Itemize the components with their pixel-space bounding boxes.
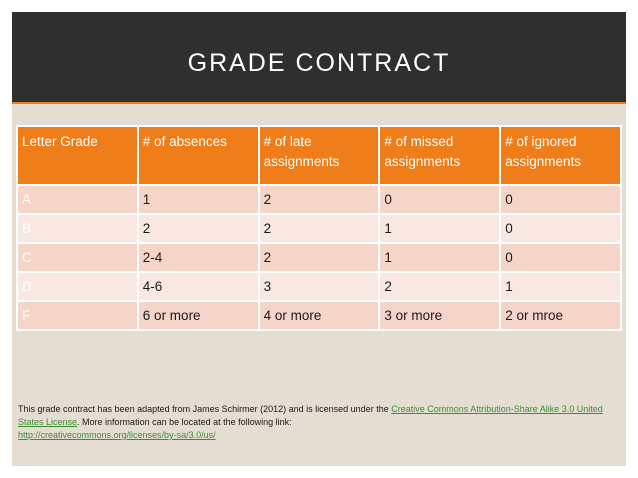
table-cell: 2 or mroe xyxy=(500,301,621,330)
table-row xyxy=(17,301,621,330)
table-cell: 4 or more xyxy=(259,301,380,330)
page-title: GRADE CONTRACT xyxy=(187,49,451,77)
column-header: # of ignored assignments xyxy=(500,126,621,185)
license-link[interactable]: Creative Commons Attribution-Share Alike 3.0 United States License xyxy=(18,404,603,427)
table-cell: C xyxy=(17,243,138,272)
license-url-link[interactable]: http://creativecommons.org/licenses/by-sa/3.0/us/ xyxy=(18,430,216,440)
table-cell: 0 xyxy=(500,214,621,243)
table-row xyxy=(17,185,621,214)
table-cell: B xyxy=(17,214,138,243)
table-cell: 0 xyxy=(500,185,621,214)
table-cell: D xyxy=(17,272,138,301)
table-cell: 1 xyxy=(138,185,259,214)
column-header: Letter Grade xyxy=(17,126,138,185)
column-header: # of late assignments xyxy=(259,126,380,185)
table-cell: 6 or more xyxy=(138,301,259,330)
column-header: # of missed assignments xyxy=(379,126,500,185)
table-cell: 4-6 xyxy=(138,272,259,301)
table-row xyxy=(17,214,621,243)
table-cell: 1 xyxy=(379,214,500,243)
table-row xyxy=(17,272,621,301)
license-footer xyxy=(18,403,618,442)
table-row xyxy=(17,243,621,272)
slide-header xyxy=(12,12,626,104)
slide xyxy=(12,12,626,466)
table-cell: 1 xyxy=(379,243,500,272)
table-cell: 2 xyxy=(379,272,500,301)
table-cell: 1 xyxy=(500,272,621,301)
table-cell: F xyxy=(17,301,138,330)
table-cell: 2 xyxy=(259,243,380,272)
table-cell: 0 xyxy=(379,185,500,214)
table-cell: A xyxy=(17,185,138,214)
table-cell: 2 xyxy=(138,214,259,243)
table-cell: 2 xyxy=(259,185,380,214)
table-cell: 0 xyxy=(500,243,621,272)
footer-text: This grade contract has been adapted from James Schirmer (2012) and is licensed under the xyxy=(18,404,392,414)
table-cell: 3 xyxy=(259,272,380,301)
grade-table xyxy=(16,125,622,331)
table-cell: 2 xyxy=(259,214,380,243)
column-header: # of absences xyxy=(138,126,259,185)
table-cell: 2-4 xyxy=(138,243,259,272)
table-header-row xyxy=(17,126,621,185)
table-cell: 3 or more xyxy=(379,301,500,330)
footer-text-2: . More information can be located at the following link: xyxy=(77,417,292,427)
